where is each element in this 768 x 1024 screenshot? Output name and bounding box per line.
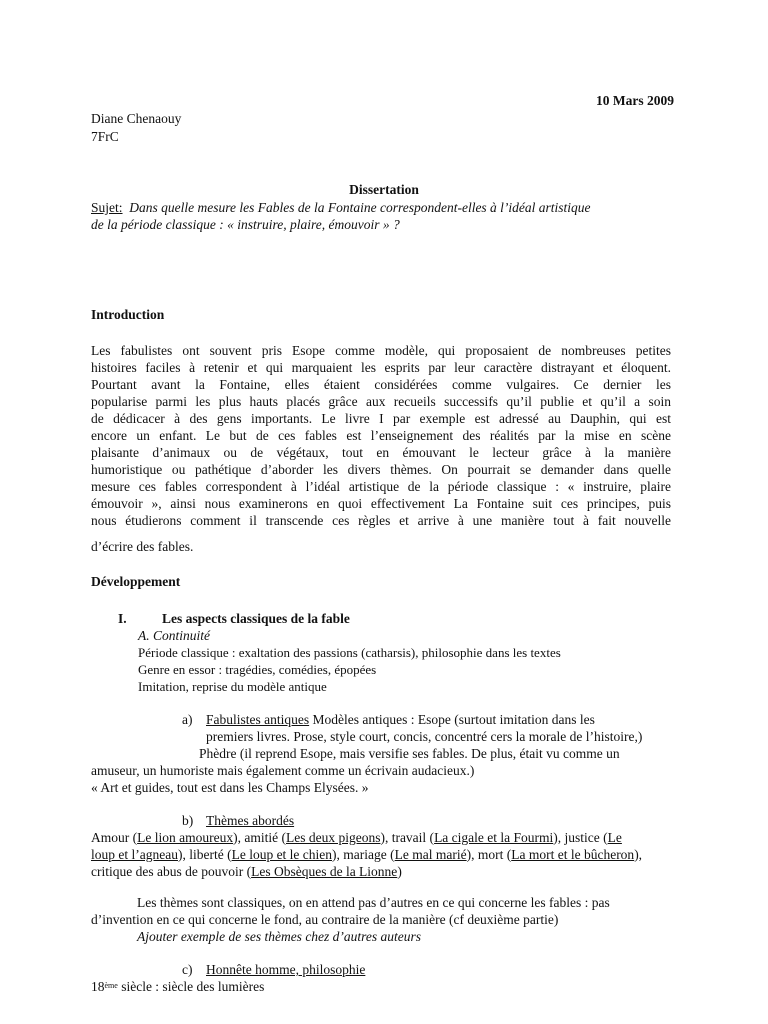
fable-title: Le loup et le chien	[231, 847, 333, 862]
intro-line: Pourtant avant la Fontaine, elles étaient considérées comme vulgaires. Ce dernier les	[91, 377, 671, 392]
item-c-title: Honnête homme, philosophie	[206, 962, 366, 977]
author-name: Diane Chenaouy	[91, 111, 182, 126]
fable-title: La mort et le bûcheron	[511, 847, 635, 862]
themes-para-line-2: d’invention en ce qui concerne le fond, au contraire de la manière (cf deuxième partie)	[91, 912, 559, 927]
fable-title: Le mal marié	[394, 847, 467, 862]
intro-line: humoristique ou pathétique d’aborder les divers thèmes. On pourrait se demander dans quelle	[91, 462, 671, 477]
document-title: Dissertation	[349, 182, 419, 197]
theme-text: ), travail (	[380, 830, 435, 845]
part-number: I.	[118, 611, 127, 626]
century-superscript: ème	[104, 981, 118, 990]
intro-line: de dédicacer à des gens importants. Le livre I par exemple est adressé au Dauphin, qui est	[91, 411, 671, 426]
fable-title: Les deux pigeons	[285, 830, 381, 845]
century-line	[91, 978, 264, 995]
intro-line: encore un enfant. Le but de ces fables est l’enseignement des réalités par la mise en scène	[91, 428, 671, 443]
theme-text: ), amitié (	[233, 830, 286, 845]
fable-title: loup et l’agneau	[91, 847, 178, 862]
themes-para-line-1: Les thèmes sont classiques, on en attend pas d’autres en ce qui concerne les fables : pas	[137, 895, 610, 910]
intro-line: émouvoir », ainsi nous examinerons en quoi effectivement La Fontaine suit ces principes, puis	[91, 496, 671, 511]
fable-title: Le lion amoureux	[137, 830, 234, 845]
themes-line-2	[91, 846, 642, 863]
intro-line: popularise parmi les plus hauts placés grâce aux recueils successifs qu’il publie et qu’il a soin	[91, 394, 671, 409]
item-a-line-1	[206, 711, 595, 728]
themes-line-1	[91, 829, 622, 846]
theme-text: Amour (	[91, 830, 138, 845]
item-b-marker: b)	[182, 813, 194, 828]
item-c-marker: c)	[182, 962, 193, 977]
item-a-marker: a)	[182, 712, 193, 727]
themes-note: Ajouter exemple de ses thèmes chez d’autres auteurs	[137, 929, 422, 944]
theme-text: ), mort (	[466, 847, 512, 862]
fable-title: La cigale et la Fourmi	[434, 830, 554, 845]
intro-line: Les fabulistes ont souvent pris Esope comme modèle, qui proposaient de nombreuses petites	[91, 343, 671, 358]
intro-line: nous étudierons comment il transcende ces règles et arrive à une manière tout à fait nouvelle	[91, 513, 671, 528]
subsection-a-title: A. Continuité	[138, 628, 210, 643]
theme-text: ),	[634, 847, 643, 862]
theme-text: ), mariage (	[332, 847, 395, 862]
sujet-line-1	[91, 199, 591, 216]
dev-heading: Développement	[91, 574, 181, 589]
theme-text: critique des abus de pouvoir (	[91, 864, 252, 879]
item-a-line-2: premiers livres. Prose, style court, concis, concentré cers la morale de l’histoire,)	[206, 729, 643, 744]
sujet-line-2: de la période classique : « instruire, plaire, émouvoir » ?	[91, 217, 400, 232]
century-text: siècle : siècle des lumières	[117, 979, 265, 994]
intro-line: d’écrire des fables.	[91, 539, 194, 554]
fable-title: Les Obsèques de la Lionne	[251, 864, 398, 879]
part-title: Les aspects classiques de la fable	[162, 611, 350, 626]
item-a-line-4: amuseur, un humoriste mais également comme un écrivain audacieux.)	[91, 763, 475, 778]
intro-line: histoires faciles à retenir et qui marquaient les esprits par leur caractère distrayant et éloquent.	[91, 360, 671, 375]
theme-text: ), justice (	[553, 830, 608, 845]
continuity-line: Période classique : exaltation des passions (catharsis), philosophie dans les textes	[138, 645, 561, 660]
century-number: 18	[91, 979, 105, 994]
fable-title: Le	[607, 830, 622, 845]
item-a-title: Fabulistes antiques	[206, 712, 310, 727]
continuity-line: Imitation, reprise du modèle antique	[138, 679, 327, 694]
sujet-text-1: Dans quelle mesure les Fables de la Fontaine correspondent-elles à l’idéal artistique	[129, 200, 591, 215]
intro-line: mesure ces fables correspondent à l’idéal artistique de la période classique : « instruire, plaire	[91, 479, 671, 494]
item-a-line-3: Phèdre (il reprend Esope, mais versifie ses fables. De plus, était vu comme un	[199, 746, 620, 761]
sujet-label: Sujet:	[91, 200, 123, 215]
document-date: 10 Mars 2009	[596, 93, 674, 108]
item-a-quote: « Art et guides, tout est dans les Champs Elysées. »	[91, 780, 369, 795]
intro-line: plaisante d’animaux ou de végétaux, tout en émouvant le lecteur grâce à la manière	[91, 445, 671, 460]
item-a-text: Modèles antiques : Esope (surtout imitation dans les	[309, 712, 595, 727]
theme-text: ), liberté (	[177, 847, 232, 862]
intro-heading: Introduction	[91, 307, 165, 322]
themes-line-3	[91, 863, 402, 880]
continuity-line: Genre en essor : tragédies, comédies, épopées	[138, 662, 377, 677]
class-label: 7FrC	[91, 129, 119, 144]
theme-text: )	[397, 864, 402, 879]
item-b-title: Thèmes abordés	[206, 813, 295, 828]
